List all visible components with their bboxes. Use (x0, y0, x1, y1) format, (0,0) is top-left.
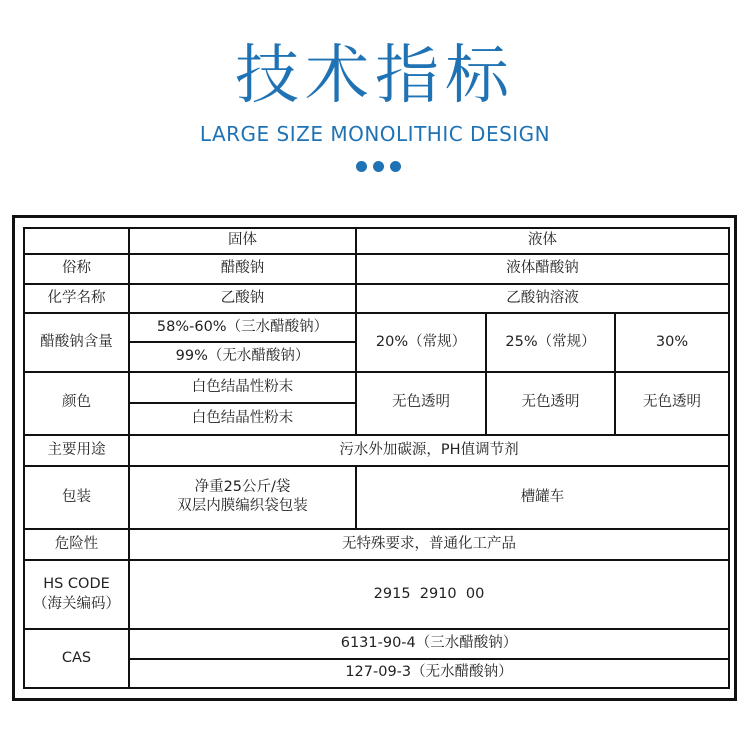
cell-color-solid-1: 白色结晶性粉末 (129, 372, 356, 403)
cell-chemical-name-liquid: 乙酸钠溶液 (356, 284, 729, 313)
row-label-chemical-name: 化学名称 (24, 284, 129, 313)
cell-content-liquid-2: 25%（常规） (486, 313, 615, 372)
dot-icon (356, 161, 367, 172)
cell-content-liquid-3: 30% (615, 313, 729, 372)
row-label-packaging: 包装 (24, 466, 129, 529)
row-label-hazard: 危险性 (24, 529, 129, 560)
header-empty-cell (24, 228, 129, 254)
cell-cas-1: 6131-90-4（三水醋酸钠） (129, 629, 729, 658)
cell-color-liquid-1: 无色透明 (356, 372, 486, 435)
cell-packaging-liquid: 槽罐车 (356, 466, 729, 529)
table-row (24, 560, 729, 629)
cell-hs-code: 2915 2910 00 (129, 560, 729, 629)
packaging-line-1: 净重25公斤/袋 (194, 478, 291, 495)
header-solid: 固体 (129, 228, 356, 254)
cell-color-liquid-3: 无色透明 (615, 372, 729, 435)
header-liquid: 液体 (356, 228, 729, 254)
cell-color-liquid-2: 无色透明 (486, 372, 615, 435)
cell-common-name-liquid: 液体醋酸钠 (356, 254, 729, 283)
table-row (24, 284, 729, 313)
dot-icon (390, 161, 401, 172)
cell-content-solid-2: 99%（无水醋酸钠） (129, 342, 356, 371)
spec-table (23, 227, 730, 689)
cell-chemical-name-solid: 乙酸钠 (129, 284, 356, 313)
dot-icon (373, 161, 384, 172)
table-row (24, 254, 729, 283)
page-subtitle: LARGE SIZE MONOLITHIC DESIGN (199, 122, 551, 146)
cell-packaging-solid (129, 466, 356, 529)
row-label-content: 醋酸钠含量 (24, 313, 129, 372)
cell-hazard: 无特殊要求，普通化工产品 (129, 529, 729, 560)
table-row (24, 313, 729, 342)
table-row (24, 659, 729, 688)
hs-code-label-line-2: （海关编码） (33, 595, 120, 612)
hs-code-label-line-1: HS CODE (43, 576, 110, 593)
cell-cas-2: 127-09-3（无水醋酸钠） (129, 659, 729, 688)
table-row (24, 629, 729, 658)
cell-usage: 污水外加碳源，PH值调节剂 (129, 435, 729, 466)
table-row (24, 372, 729, 403)
table-row (24, 435, 729, 466)
cell-content-solid-1: 58%-60%（三水醋酸钠） (129, 313, 356, 342)
row-label-common-name: 俗称 (24, 254, 129, 283)
row-label-hs-code (24, 560, 129, 629)
cell-color-solid-2: 白色结晶性粉末 (129, 403, 356, 434)
table-header-row (24, 228, 729, 254)
decorative-dots (356, 161, 406, 173)
row-label-color: 颜色 (24, 372, 129, 435)
packaging-line-2: 双层内膜编织袋包装 (177, 498, 308, 515)
cell-content-liquid-1: 20%（常规） (356, 313, 486, 372)
table-row (24, 466, 729, 529)
table-row (24, 529, 729, 560)
row-label-cas: CAS (24, 629, 129, 688)
row-label-usage: 主要用途 (24, 435, 129, 466)
page-title: 技术指标 (235, 39, 515, 113)
cell-common-name-solid: 醋酸钠 (129, 254, 356, 283)
